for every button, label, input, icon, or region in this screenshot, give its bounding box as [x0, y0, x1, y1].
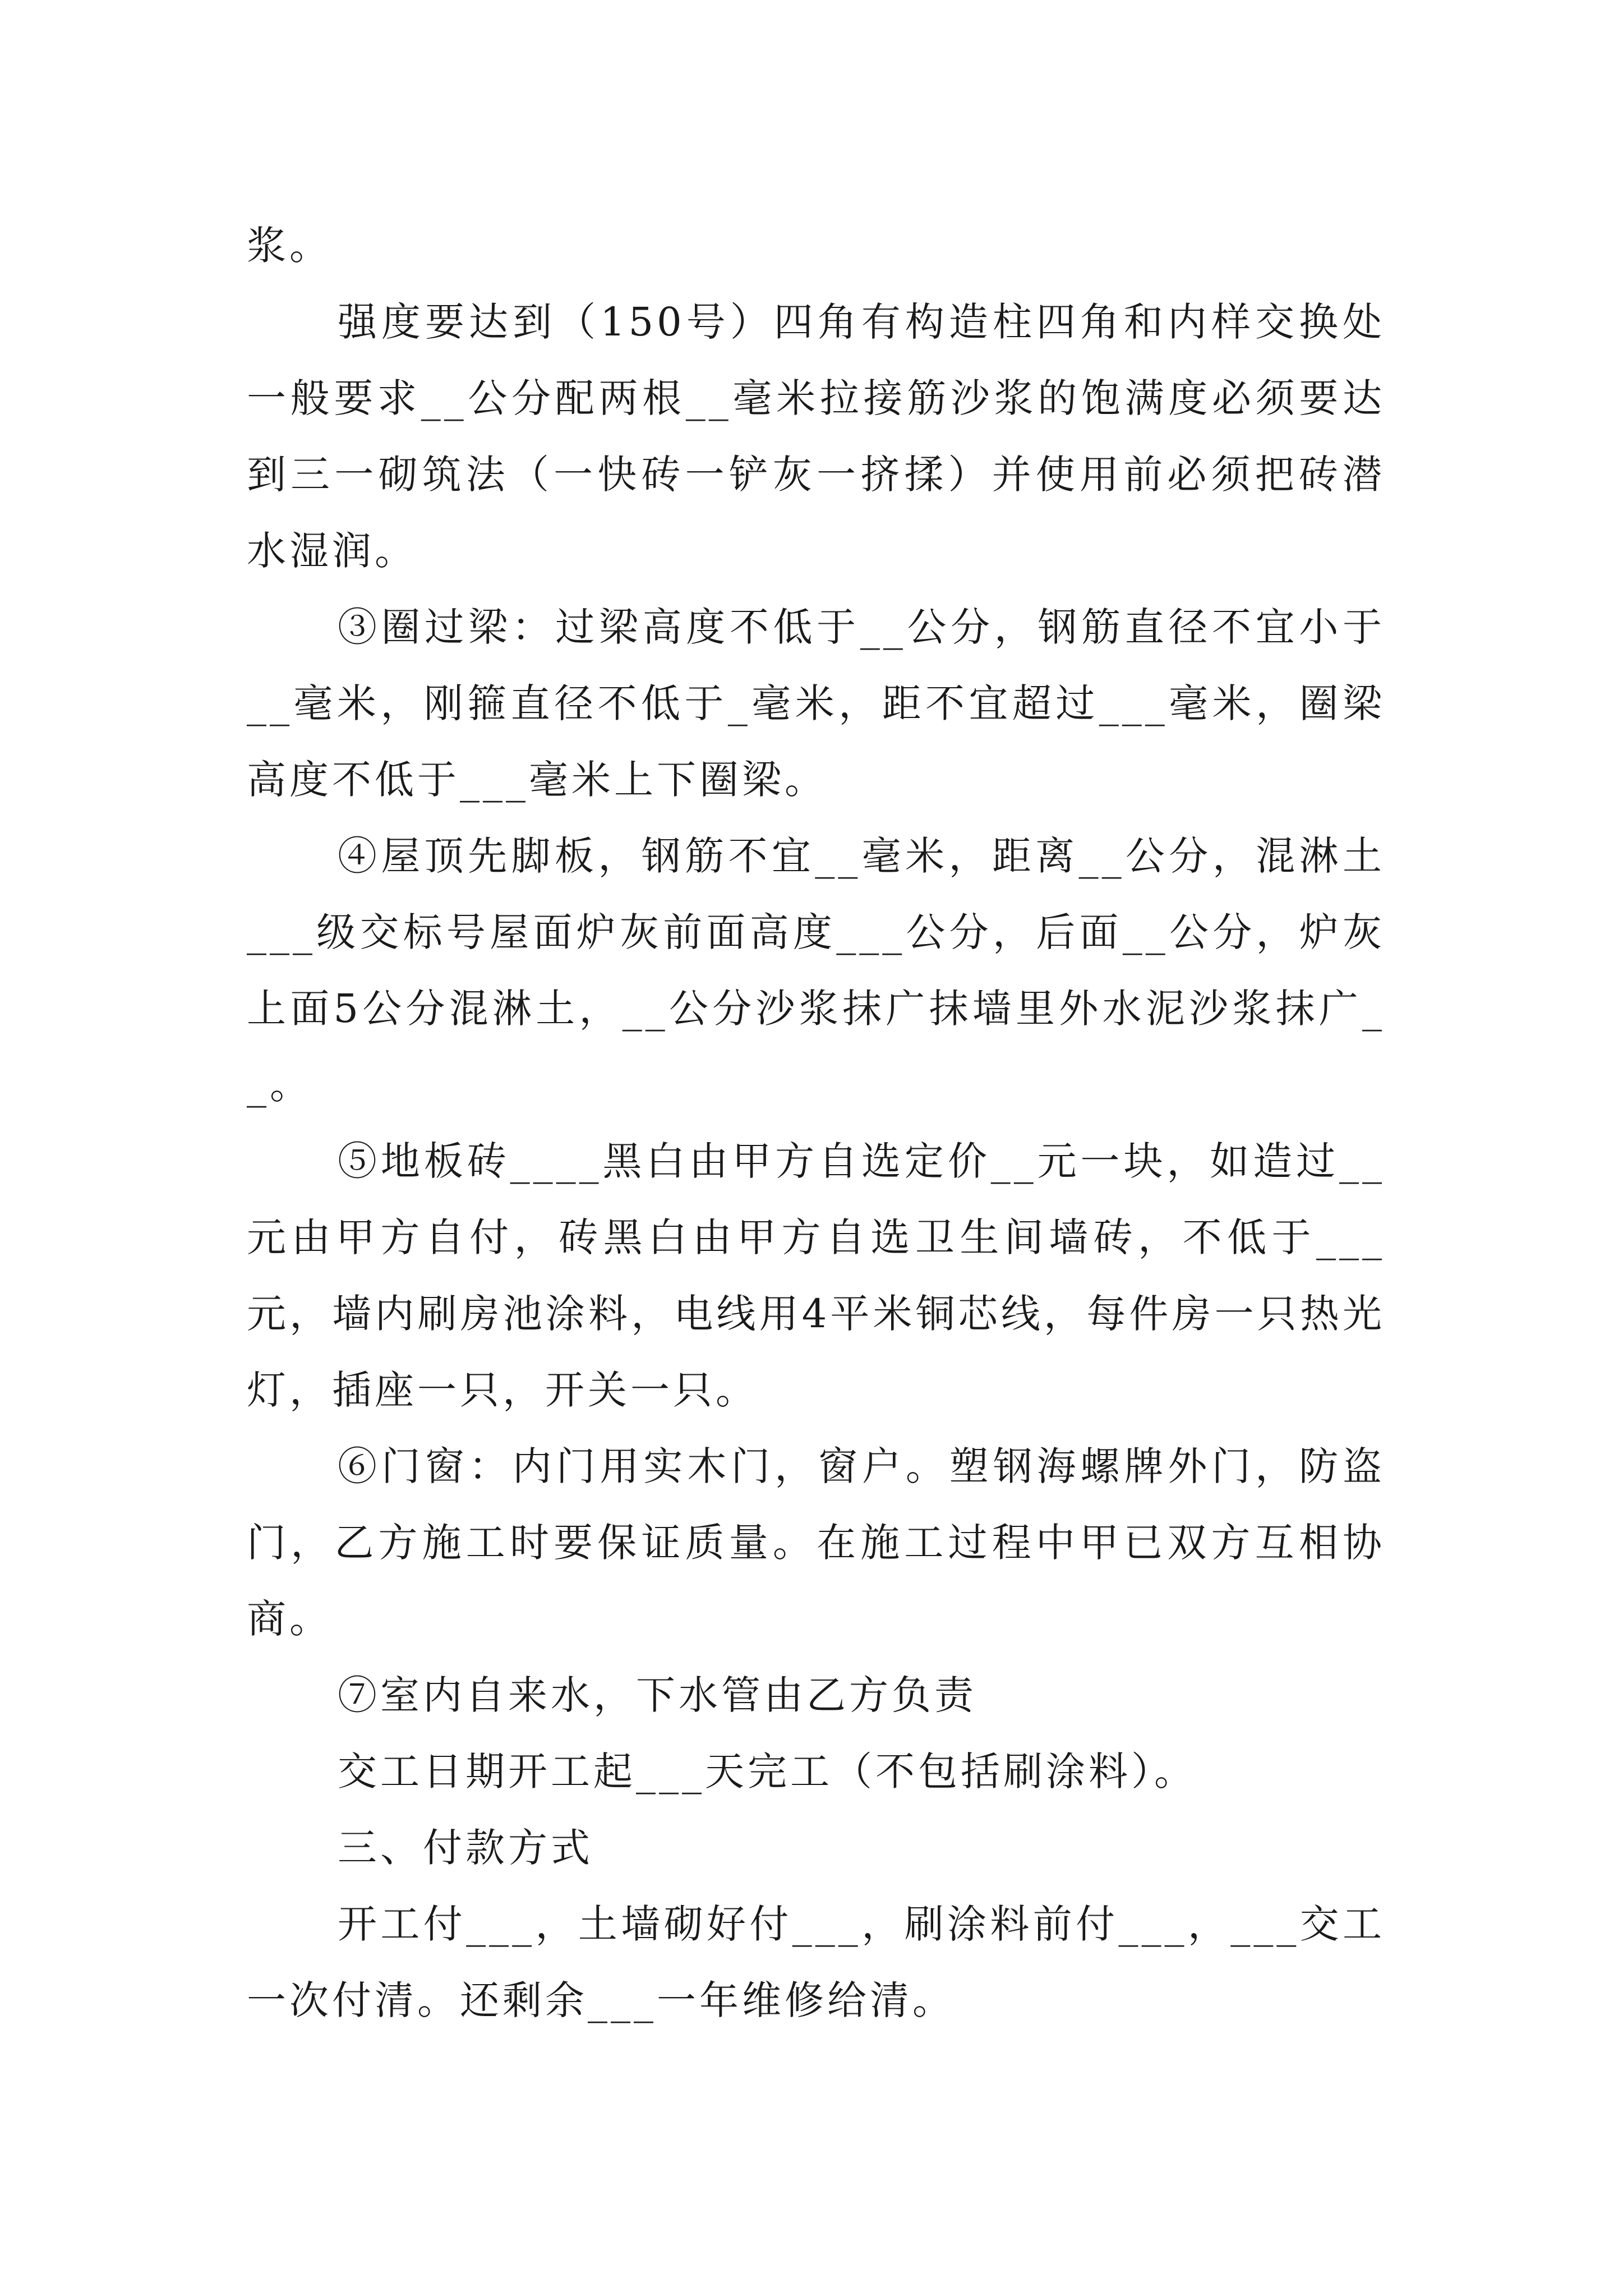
document-body — [247, 208, 1385, 2039]
paragraph-5: ⑤地板砖____黑白由甲方自选定价__元一块，如造过__元由甲方自付，砖黑白由甲方自选卫生间墙砖，不低于___元，墙内刷房池涂料，电线用4平米铜芯线，每件房一只热光灯，插座一只，开关一只。 — [247, 1138, 1385, 1413]
paragraph-3: ③圈过梁：过梁高度不低于__公分，钢筋直径不宜小于__毫米，刚箍直径不低于_毫米，距不宜超过___毫米，圈梁高度不低于___毫米上下圈梁。 — [247, 604, 1385, 803]
section-heading-payment: 三、付款方式 — [338, 1825, 593, 1871]
paragraph-1: 浆。 — [247, 223, 332, 269]
paragraph-8: 交工日期开工起___天完工（不包括刷涂料）。 — [338, 1749, 1197, 1795]
paragraph-2: 强度要达到（150号）四角有构造柱四角和内样交换处一般要求__公分配两根__毫米拉接筋沙浆的饱满度必须要达到三一砌筑法（一快砖一铲灰一挤揉）并使用前必须把砖潜水湿润。 — [247, 299, 1385, 574]
paragraph-7: ⑦室内自来水，下水管由乙方负责 — [338, 1672, 977, 1718]
paragraph-10: 开工付___，土墙砌好付___，刷涂料前付___，___交工一次付清。还剩余___一年维修给清。 — [247, 1901, 1385, 2023]
paragraph-6: ⑥门窗：内门用实木门，窗户。塑钢海螺牌外门，防盗门，乙方施工时要保证质量。在施工过程中甲已双方互相协商。 — [247, 1443, 1385, 1642]
paragraph-4: ④屋顶先脚板，钢筋不宜__毫米，距离__公分，混淋土___级交标号屋面炉灰前面高度___公分，后面__公分，炉灰上面5公分混淋土，__公分沙浆抹广抹墙里外水泥沙浆抹广__。 — [247, 833, 1385, 1108]
